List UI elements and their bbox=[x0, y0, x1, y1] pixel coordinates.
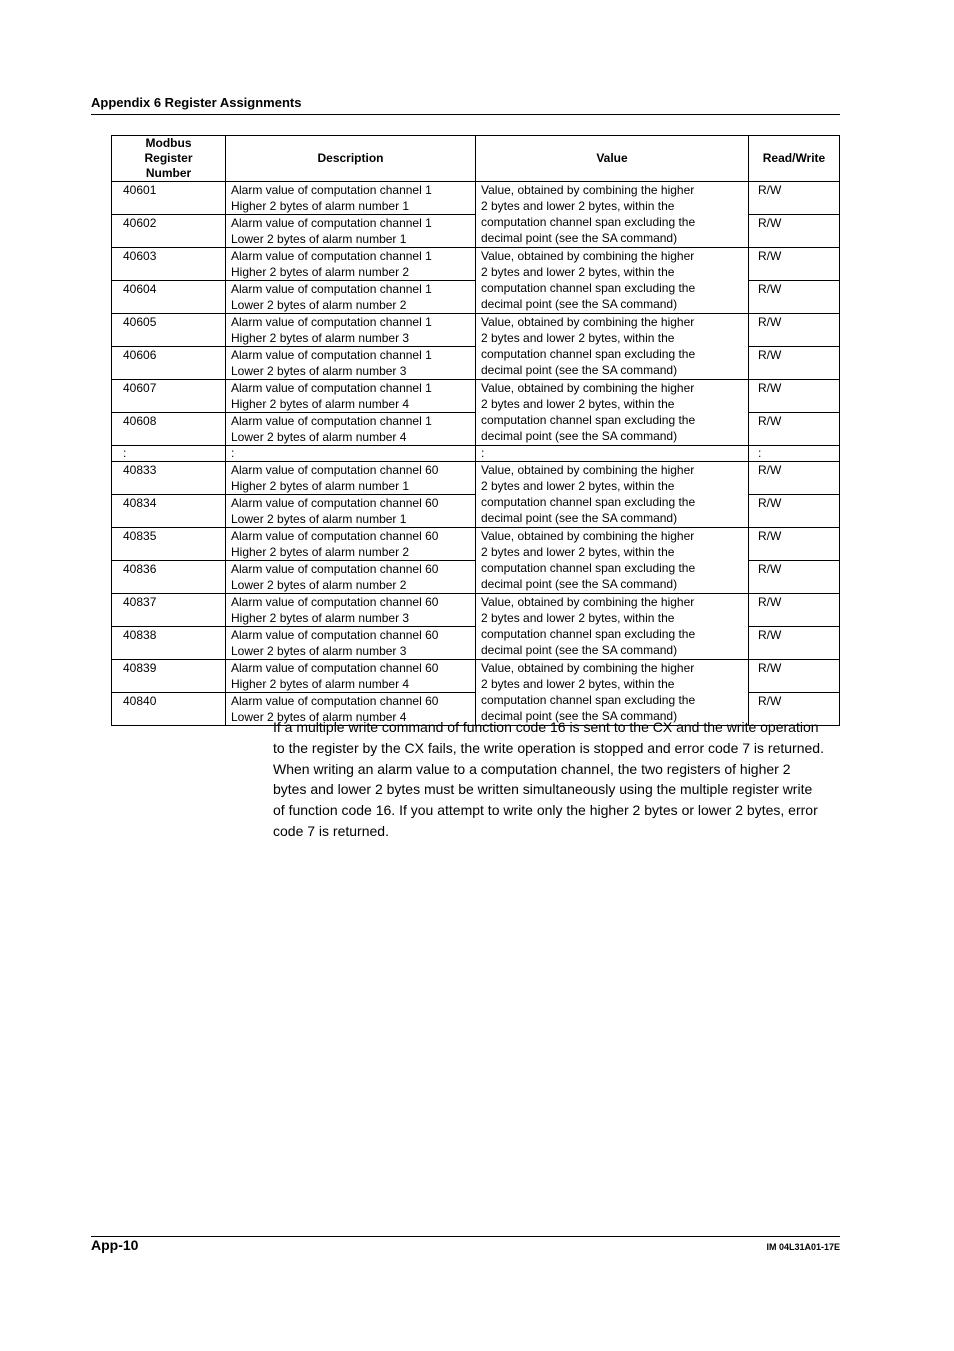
register-number-cell: 40601 bbox=[112, 182, 226, 215]
description-line-1: Alarm value of computation channel 1 bbox=[231, 315, 432, 329]
document-id: IM 04L31A01-17E bbox=[766, 1242, 840, 1252]
footer-divider bbox=[91, 1236, 840, 1237]
table-row bbox=[112, 528, 840, 561]
value-line: 2 bytes and lower 2 bytes, within the bbox=[481, 677, 675, 691]
value-line: Value, obtained by combining the higher bbox=[481, 183, 695, 197]
value-line: decimal point (see the SA command) bbox=[481, 709, 678, 723]
read-write-cell: R/W bbox=[749, 495, 840, 528]
register-number-cell: 40837 bbox=[112, 594, 226, 627]
description-line-1: Alarm value of computation channel 60 bbox=[231, 661, 439, 675]
value-line: computation channel span excluding the bbox=[481, 413, 696, 427]
read-write-cell: R/W bbox=[749, 314, 840, 347]
register-number-cell: 40838 bbox=[112, 627, 226, 660]
description-line-2: Lower 2 bytes of alarm number 1 bbox=[231, 232, 407, 246]
register-number-cell: 40603 bbox=[112, 248, 226, 281]
description-line-1: Alarm value of computation channel 1 bbox=[231, 381, 432, 395]
value-line: Value, obtained by combining the higher bbox=[481, 315, 695, 329]
note-paragraph bbox=[273, 717, 848, 842]
header-read-write: Read/Write bbox=[749, 136, 840, 182]
description-line-2: Higher 2 bytes of alarm number 3 bbox=[231, 611, 410, 625]
read-write-cell: R/W bbox=[749, 627, 840, 660]
register-number-cell: 40608 bbox=[112, 413, 226, 446]
description-cell bbox=[226, 248, 476, 281]
value-line: Value, obtained by combining the higher bbox=[481, 661, 695, 675]
read-write-cell: R/W bbox=[749, 347, 840, 380]
description-line-1: Alarm value of computation channel 60 bbox=[231, 694, 439, 708]
value-line: Value, obtained by combining the higher bbox=[481, 381, 695, 395]
value-cell bbox=[476, 462, 749, 528]
value-line: 2 bytes and lower 2 bytes, within the bbox=[481, 611, 675, 625]
register-number-cell: 40834 bbox=[112, 495, 226, 528]
description-line-2: Higher 2 bytes of alarm number 4 bbox=[231, 677, 410, 691]
table-header-row bbox=[112, 136, 840, 182]
description-cell bbox=[226, 347, 476, 380]
value-line: computation channel span excluding the bbox=[481, 693, 696, 707]
description-cell bbox=[226, 660, 476, 693]
description-line-1: Alarm value of computation channel 1 bbox=[231, 183, 432, 197]
ellipsis-cell: : bbox=[749, 446, 840, 462]
description-line-1: Alarm value of computation channel 1 bbox=[231, 216, 432, 230]
description-line-1: Alarm value of computation channel 1 bbox=[231, 282, 432, 296]
register-number-cell: 40836 bbox=[112, 561, 226, 594]
header-register-number: Modbus Register Number bbox=[112, 136, 226, 182]
value-line: Value, obtained by combining the higher bbox=[481, 595, 695, 609]
description-line-1: Alarm value of computation channel 60 bbox=[231, 463, 439, 477]
register-table bbox=[111, 135, 840, 726]
note-line: to the register by the CX fails, the write operation is stopped and error code 7 is returned. bbox=[273, 739, 824, 756]
description-cell bbox=[226, 215, 476, 248]
table-row bbox=[112, 248, 840, 281]
section-header: Appendix 6 Register Assignments bbox=[91, 95, 302, 110]
read-write-cell: R/W bbox=[749, 413, 840, 446]
description-line-2: Lower 2 bytes of alarm number 4 bbox=[231, 430, 407, 444]
description-cell bbox=[226, 495, 476, 528]
description-line-2: Higher 2 bytes of alarm number 2 bbox=[231, 545, 410, 559]
read-write-cell: R/W bbox=[749, 182, 840, 215]
read-write-cell: R/W bbox=[749, 528, 840, 561]
value-line: decimal point (see the SA command) bbox=[481, 511, 678, 525]
description-line-2: Higher 2 bytes of alarm number 1 bbox=[231, 479, 410, 493]
register-number-cell: 40605 bbox=[112, 314, 226, 347]
value-line: decimal point (see the SA command) bbox=[481, 577, 678, 591]
read-write-cell: R/W bbox=[749, 561, 840, 594]
ellipsis-row bbox=[112, 446, 840, 462]
read-write-cell: R/W bbox=[749, 693, 840, 726]
value-line: 2 bytes and lower 2 bytes, within the bbox=[481, 479, 675, 493]
value-cell bbox=[476, 528, 749, 594]
value-line: decimal point (see the SA command) bbox=[481, 297, 678, 311]
read-write-cell: R/W bbox=[749, 594, 840, 627]
description-cell bbox=[226, 528, 476, 561]
description-line-2: Lower 2 bytes of alarm number 3 bbox=[231, 644, 407, 658]
value-line: Value, obtained by combining the higher bbox=[481, 529, 695, 543]
description-line-2: Lower 2 bytes of alarm number 2 bbox=[231, 298, 407, 312]
header-description: Description bbox=[226, 136, 476, 182]
table-row bbox=[112, 462, 840, 495]
description-line-2: Higher 2 bytes of alarm number 1 bbox=[231, 199, 410, 213]
description-cell bbox=[226, 462, 476, 495]
value-line: decimal point (see the SA command) bbox=[481, 363, 678, 377]
value-line: 2 bytes and lower 2 bytes, within the bbox=[481, 331, 675, 345]
table-row bbox=[112, 660, 840, 693]
register-number-cell: 40835 bbox=[112, 528, 226, 561]
register-number-cell: 40840 bbox=[112, 693, 226, 726]
page-number: App-10 bbox=[91, 1237, 139, 1253]
read-write-cell: R/W bbox=[749, 281, 840, 314]
description-line-1: Alarm value of computation channel 1 bbox=[231, 348, 432, 362]
value-cell bbox=[476, 594, 749, 660]
read-write-cell: R/W bbox=[749, 660, 840, 693]
value-line: computation channel span excluding the bbox=[481, 347, 696, 361]
value-line: computation channel span excluding the bbox=[481, 215, 696, 229]
description-line-1: Alarm value of computation channel 60 bbox=[231, 529, 439, 543]
value-line: computation channel span excluding the bbox=[481, 561, 696, 575]
register-number-cell: 40604 bbox=[112, 281, 226, 314]
description-line-1: Alarm value of computation channel 60 bbox=[231, 562, 439, 576]
read-write-cell: R/W bbox=[749, 462, 840, 495]
description-line-2: Lower 2 bytes of alarm number 4 bbox=[231, 710, 407, 724]
description-line-2: Higher 2 bytes of alarm number 4 bbox=[231, 397, 410, 411]
description-line-2: Lower 2 bytes of alarm number 2 bbox=[231, 578, 407, 592]
read-write-cell: R/W bbox=[749, 215, 840, 248]
value-line: 2 bytes and lower 2 bytes, within the bbox=[481, 199, 675, 213]
value-line: decimal point (see the SA command) bbox=[481, 429, 678, 443]
value-line: Value, obtained by combining the higher bbox=[481, 249, 695, 263]
header-value: Value bbox=[476, 136, 749, 182]
register-number-cell: 40607 bbox=[112, 380, 226, 413]
value-line: computation channel span excluding the bbox=[481, 281, 696, 295]
description-cell bbox=[226, 413, 476, 446]
register-number-cell: 40602 bbox=[112, 215, 226, 248]
ellipsis-cell: : bbox=[112, 446, 226, 462]
read-write-cell: R/W bbox=[749, 248, 840, 281]
table-row bbox=[112, 594, 840, 627]
value-cell bbox=[476, 182, 749, 248]
value-line: decimal point (see the SA command) bbox=[481, 231, 678, 245]
description-cell bbox=[226, 594, 476, 627]
register-number-cell: 40606 bbox=[112, 347, 226, 380]
table-row bbox=[112, 380, 840, 413]
description-line-1: Alarm value of computation channel 60 bbox=[231, 496, 439, 510]
value-line: computation channel span excluding the bbox=[481, 627, 696, 641]
value-cell bbox=[476, 660, 749, 726]
note-line: bytes and lower 2 bytes must be written simultaneously using the multiple register write bbox=[273, 781, 813, 798]
description-line-1: Alarm value of computation channel 60 bbox=[231, 628, 439, 642]
description-line-1: Alarm value of computation channel 1 bbox=[231, 414, 432, 428]
read-write-cell: R/W bbox=[749, 380, 840, 413]
ellipsis-cell: : bbox=[226, 446, 476, 462]
description-cell bbox=[226, 561, 476, 594]
description-line-2: Higher 2 bytes of alarm number 3 bbox=[231, 331, 410, 345]
description-line-1: Alarm value of computation channel 60 bbox=[231, 595, 439, 609]
value-line: decimal point (see the SA command) bbox=[481, 643, 678, 657]
note-line: When writing an alarm value to a computation channel, the two registers of higher 2 bbox=[273, 760, 791, 777]
value-line: computation channel span excluding the bbox=[481, 495, 696, 509]
table-row bbox=[112, 182, 840, 215]
value-line: 2 bytes and lower 2 bytes, within the bbox=[481, 397, 675, 411]
description-line-1: Alarm value of computation channel 1 bbox=[231, 249, 432, 263]
value-line: 2 bytes and lower 2 bytes, within the bbox=[481, 545, 675, 559]
note-line: of function code 16. If you attempt to write only the higher 2 bytes or lower 2 bytes, error bbox=[273, 802, 818, 819]
description-line-2: Higher 2 bytes of alarm number 2 bbox=[231, 265, 410, 279]
table-body bbox=[112, 182, 840, 726]
register-number-cell: 40833 bbox=[112, 462, 226, 495]
ellipsis-cell: : bbox=[476, 446, 749, 462]
value-cell bbox=[476, 314, 749, 380]
description-cell bbox=[226, 281, 476, 314]
table-row bbox=[112, 314, 840, 347]
description-cell bbox=[226, 627, 476, 660]
description-cell bbox=[226, 182, 476, 215]
value-cell bbox=[476, 248, 749, 314]
value-line: 2 bytes and lower 2 bytes, within the bbox=[481, 265, 675, 279]
header-divider bbox=[91, 114, 840, 115]
value-line: Value, obtained by combining the higher bbox=[481, 463, 695, 477]
description-cell bbox=[226, 380, 476, 413]
value-cell bbox=[476, 380, 749, 446]
note-line: code 7 is returned. bbox=[273, 822, 389, 839]
description-line-2: Lower 2 bytes of alarm number 3 bbox=[231, 364, 407, 378]
note-line: If a multiple write command of function code 16 is sent to the CX and the write operation bbox=[273, 719, 819, 735]
register-number-cell: 40839 bbox=[112, 660, 226, 693]
description-line-2: Lower 2 bytes of alarm number 1 bbox=[231, 512, 407, 526]
description-cell bbox=[226, 314, 476, 347]
